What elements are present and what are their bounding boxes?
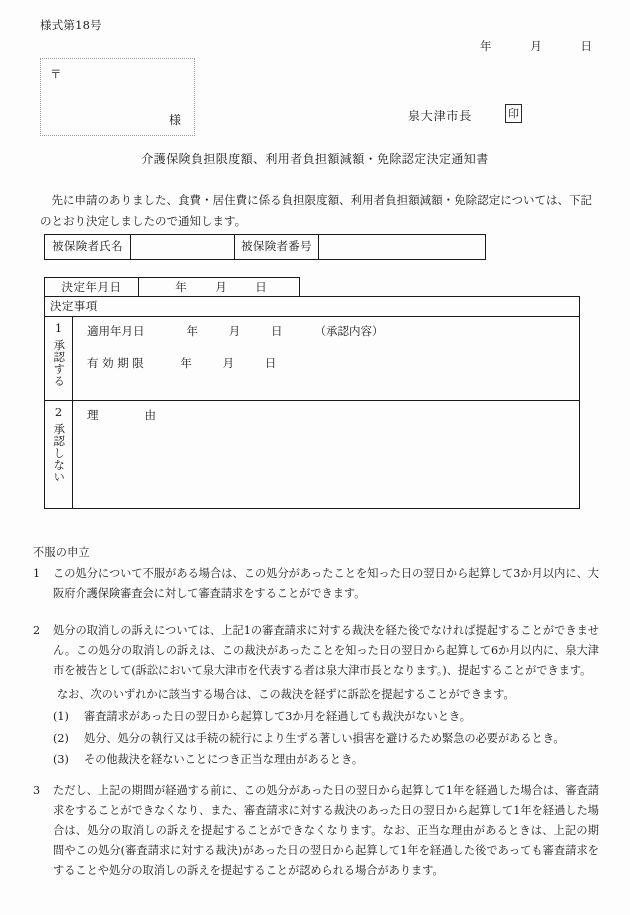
appeals-item-2-text: 処分の取消しの訴えについては、上記1の審査請求に対する裁決を経た後でなければ提起することができません。この処分の取消しの訴えは、この裁決があったことを知った日の翌日から起算して6か月以内に、泉大津市を被告として(訴訟において泉大津市を代表する者は泉大津市長となります。)、提起することができます。 bbox=[53, 623, 599, 677]
valid-until-day: 日 bbox=[264, 356, 277, 370]
issuer-name: 泉大津市長 bbox=[408, 109, 473, 123]
application-date-value[interactable] bbox=[187, 323, 283, 340]
table-row bbox=[45, 317, 579, 401]
appeals-item-3-text: ただし、上記の期間が経過する前に、この処分があった日の翌日から起算して1年を経過した場合は、審査請求をすることができなくなり、また、審査請求に対する裁決のあった日の翌日から起算して1年を経過した場合は、処分の取消しの訴えを提起することができなくなります。なお、正当な理由があるときは、上記の期間やこの処分(審査請求に対する裁決)があった日の翌日から起算して1年を経過した後であっても審査請求をすることや処分の取消しの訴えを提起することが認められる場合があります。 bbox=[53, 784, 599, 878]
decision-row-2-marker bbox=[45, 401, 73, 508]
decision-date-month: 月 bbox=[215, 279, 227, 294]
appeals-heading: 不服の申立 bbox=[33, 546, 90, 559]
appeals-item-1-text: この処分について不服がある場合は、この処分があったことを知った日の翌日から起算して3か月以内に、大阪府介護保険審査会に対して審査請求をすることができます。 bbox=[53, 566, 599, 600]
decision-date-value[interactable] bbox=[139, 278, 299, 297]
decision-table bbox=[44, 296, 580, 509]
application-date-year: 年 bbox=[186, 324, 198, 338]
issue-date-day: 日 bbox=[580, 39, 592, 53]
insured-number-label: 被保険者番号 bbox=[235, 235, 319, 259]
decision-items-label: 決定事項 bbox=[45, 297, 579, 317]
decision-row-2-label: 承認しない bbox=[52, 422, 67, 483]
postal-code-icon: 〒 bbox=[50, 67, 62, 81]
decision-row-1-number: 1 bbox=[54, 321, 63, 335]
issue-date-month: 月 bbox=[530, 39, 542, 53]
decision-row-2-content[interactable] bbox=[73, 401, 579, 508]
application-date-field bbox=[87, 323, 384, 340]
appeals-sub-item-1-text: 審査請求があった日の翌日から起算して3か月を経過しても裁決がないとき。 bbox=[84, 709, 471, 723]
approval-content-note: （承認内容） bbox=[314, 324, 384, 338]
addressee-box[interactable] bbox=[40, 58, 195, 136]
addressee-honorific: 様 bbox=[168, 113, 181, 127]
appeals-sub-item-1-marker: (1) bbox=[53, 709, 69, 723]
appeals-item-1-marker: 1 bbox=[33, 566, 41, 580]
insured-person-table bbox=[44, 234, 486, 260]
appeals-item-3 bbox=[33, 781, 599, 881]
reason-field bbox=[87, 407, 156, 424]
appeals-item-2 bbox=[33, 621, 599, 681]
application-date-day: 日 bbox=[271, 324, 283, 338]
decision-row-1-label: 承認する bbox=[52, 338, 67, 387]
decision-date-header bbox=[44, 277, 300, 297]
seal-icon: 印 bbox=[505, 104, 522, 123]
valid-until-label: 有効期限 bbox=[87, 356, 148, 370]
lead-paragraph: 先に申請のありました、食費・居住費に係る負担限度額、利用者負担額減額・免除認定については、下記のとおり決定しましたので通知します。 bbox=[40, 193, 592, 229]
decision-date-day: 日 bbox=[255, 279, 267, 294]
decision-row-2-number: 2 bbox=[54, 405, 63, 419]
form-number: 様式第18号 bbox=[40, 18, 102, 32]
appeals-section bbox=[33, 543, 599, 885]
appeals-sub-item-3 bbox=[33, 750, 599, 770]
application-date-month: 月 bbox=[228, 324, 241, 338]
insured-name-label: 被保険者氏名 bbox=[45, 235, 131, 259]
decision-date-label: 決定年月日 bbox=[45, 278, 139, 297]
appeals-sub-item-2 bbox=[33, 729, 599, 749]
appeals-item-1 bbox=[33, 564, 599, 604]
appeals-item-3-marker: 3 bbox=[33, 784, 41, 798]
reason-label: 理 由 bbox=[87, 408, 156, 422]
appeals-sub-item-3-marker: (3) bbox=[53, 753, 69, 767]
valid-until-month: 月 bbox=[222, 356, 235, 370]
insured-number-cells[interactable] bbox=[319, 235, 485, 259]
application-date-label: 適用年月日 bbox=[87, 324, 145, 338]
valid-until-value[interactable] bbox=[180, 355, 276, 372]
insured-name-value[interactable] bbox=[131, 235, 235, 259]
decision-row-1-marker bbox=[45, 317, 73, 400]
appeals-sub-item-3-text: その他裁決を経ないことにつき正当な理由があるとき。 bbox=[84, 753, 364, 767]
decision-row-1-content bbox=[73, 317, 579, 400]
appeals-sub-item-1 bbox=[33, 707, 599, 727]
valid-until-field bbox=[87, 355, 276, 372]
appeals-sub-item-2-marker: (2) bbox=[53, 731, 69, 745]
page-title: 介護保険負担限度額、利用者負担額減額・免除認定決定通知書 bbox=[141, 152, 489, 166]
issue-date-year: 年 bbox=[480, 39, 492, 53]
issue-date-line bbox=[480, 38, 592, 55]
valid-until-year: 年 bbox=[180, 356, 192, 370]
table-row bbox=[45, 401, 579, 508]
decision-date-year: 年 bbox=[175, 279, 187, 294]
appeals-note-text: なお、次のいずれかに該当する場合は、この裁決を経ずに訴訟を提起することができます。 bbox=[56, 687, 515, 701]
appeals-sub-item-2-text: 処分、処分の執行又は手続の続行により生ずる著しい損害を避けるため緊急の必要があるとき。 bbox=[84, 731, 565, 745]
appeals-item-2-marker: 2 bbox=[33, 623, 41, 637]
